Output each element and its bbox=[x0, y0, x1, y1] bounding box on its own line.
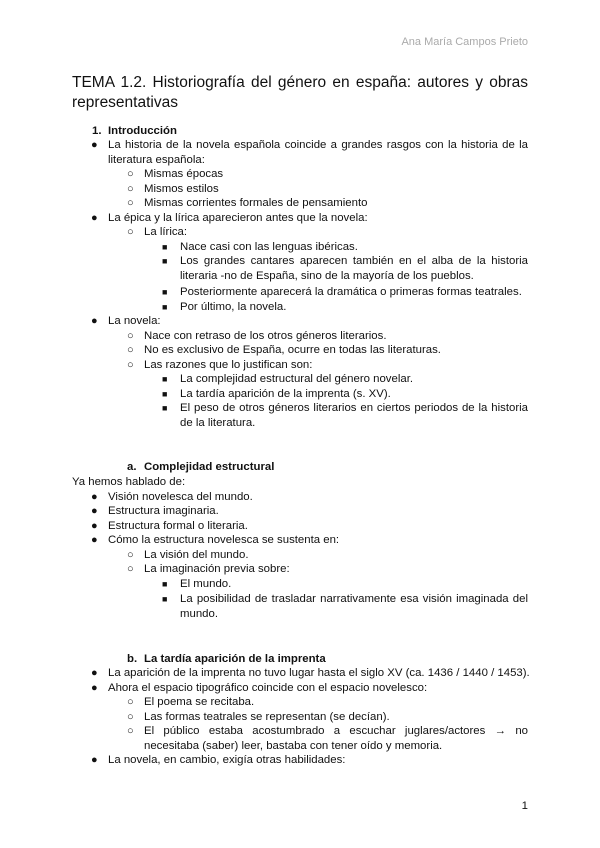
square-bullet-icon: ■ bbox=[162, 242, 168, 252]
subsection-letter: a. bbox=[127, 461, 137, 473]
circle-bullet-icon: ○ bbox=[127, 549, 134, 561]
circle-bullet-icon: ○ bbox=[127, 197, 134, 209]
bullet-icon: ● bbox=[91, 534, 98, 546]
paragraph: Ya hemos hablado de: bbox=[72, 476, 186, 488]
list-item: Mismas épocas bbox=[144, 168, 224, 180]
list-item: La épica y la lírica aparecieron antes que la novela: bbox=[108, 212, 368, 224]
square-bullet-icon: ■ bbox=[162, 302, 168, 312]
bullet-icon: ● bbox=[91, 754, 98, 766]
list-item: Las formas teatrales se representan (se decían). bbox=[144, 711, 390, 723]
square-bullet-icon: ■ bbox=[162, 287, 168, 297]
square-bullet-icon: ■ bbox=[162, 594, 168, 604]
page-number: 1 bbox=[521, 800, 528, 812]
bullet-icon: ● bbox=[91, 139, 98, 151]
square-bullet-icon: ■ bbox=[162, 579, 168, 589]
list-item: Los grandes cantares aparecen también en el alba de la historia literaria -no de España, sino de la mayoría de los pueblos. bbox=[180, 255, 528, 282]
subsection-heading: Complejidad estructural bbox=[144, 461, 275, 473]
list-item: La posibilidad de trasladar narrativamente esa visión imaginada del mundo. bbox=[180, 593, 528, 620]
section-heading: Introducción bbox=[108, 125, 177, 137]
bullet-icon: ● bbox=[91, 315, 98, 327]
square-bullet-icon: ■ bbox=[162, 374, 168, 384]
circle-bullet-icon: ○ bbox=[127, 330, 134, 342]
list-item: Mismas corrientes formales de pensamiento bbox=[144, 197, 368, 209]
bullet-icon: ● bbox=[91, 505, 98, 517]
circle-bullet-icon: ○ bbox=[127, 711, 134, 723]
list-item: La novela: bbox=[108, 315, 161, 327]
circle-bullet-icon: ○ bbox=[127, 168, 134, 180]
list-item: Estructura formal o literaria. bbox=[108, 520, 248, 532]
list-item: Nace con retraso de los otros géneros literarios. bbox=[144, 330, 387, 342]
circle-bullet-icon: ○ bbox=[127, 359, 134, 371]
section-number: 1. bbox=[92, 125, 102, 137]
circle-bullet-icon: ○ bbox=[127, 183, 134, 195]
list-item: El poema se recitaba. bbox=[144, 696, 255, 708]
list-item: Ahora el espacio tipográfico coincide con el espacio novelesco: bbox=[108, 682, 428, 694]
bullet-icon: ● bbox=[91, 682, 98, 694]
circle-bullet-icon: ○ bbox=[127, 563, 134, 575]
list-item: Estructura imaginaria. bbox=[108, 505, 219, 517]
square-bullet-icon: ■ bbox=[162, 256, 168, 266]
list-item: Cómo la estructura novelesca se sustenta en: bbox=[108, 534, 340, 546]
circle-bullet-icon: ○ bbox=[127, 725, 134, 737]
circle-bullet-icon: ○ bbox=[127, 696, 134, 708]
list-item: Las razones que lo justifican son: bbox=[144, 359, 313, 371]
document-title: TEMA 1.2. Historiografía del género en españa: autores y obras representativas bbox=[72, 74, 528, 111]
list-item: La aparición de la imprenta no tuvo lugar hasta el siglo XV (ca. 1436 / 1440 / 1453). bbox=[108, 667, 530, 679]
bullet-icon: ● bbox=[91, 667, 98, 679]
list-item: La historia de la novela española coincide a grandes rasgos con la historia de la literatura española: bbox=[108, 139, 528, 166]
subsection-letter: b. bbox=[127, 653, 138, 665]
list-item: La tardía aparición de la imprenta (s. XV). bbox=[180, 388, 391, 400]
header-author: Ana María Campos Prieto bbox=[401, 36, 528, 48]
list-item: La novela, en cambio, exigía otras habilidades: bbox=[108, 754, 346, 766]
list-item: Visión novelesca del mundo. bbox=[108, 491, 253, 503]
list-item: Posteriormente aparecerá la dramática o primeras formas teatrales. bbox=[180, 286, 522, 298]
list-item: El peso de otros géneros literarios en ciertos periodos de la historia de la literatura. bbox=[180, 402, 528, 429]
bullet-icon: ● bbox=[91, 212, 98, 224]
bullet-icon: ● bbox=[91, 520, 98, 532]
circle-bullet-icon: ○ bbox=[127, 344, 134, 356]
list-item: El público estaba acostumbrado a escuchar juglares/actores → no necesitaba (saber) leer, bastaba con tener oído y memoria. bbox=[144, 725, 528, 752]
square-bullet-icon: ■ bbox=[162, 403, 168, 413]
list-item: Por último, la novela. bbox=[180, 301, 287, 313]
list-item: No es exclusivo de España, ocurre en todas las literaturas. bbox=[144, 344, 441, 356]
circle-bullet-icon: ○ bbox=[127, 226, 134, 238]
list-item: Nace casi con las lenguas ibéricas. bbox=[180, 241, 358, 253]
list-item: La visión del mundo. bbox=[144, 549, 249, 561]
list-item: La complejidad estructural del género novelar. bbox=[180, 373, 414, 385]
square-bullet-icon: ■ bbox=[162, 389, 168, 399]
list-item: El mundo. bbox=[180, 578, 232, 590]
list-item: La lírica: bbox=[144, 226, 188, 238]
subsection-heading: La tardía aparición de la imprenta bbox=[144, 653, 326, 665]
bullet-icon: ● bbox=[91, 491, 98, 503]
list-item: Mismos estilos bbox=[144, 183, 219, 195]
list-item: La imaginación previa sobre: bbox=[144, 563, 290, 575]
